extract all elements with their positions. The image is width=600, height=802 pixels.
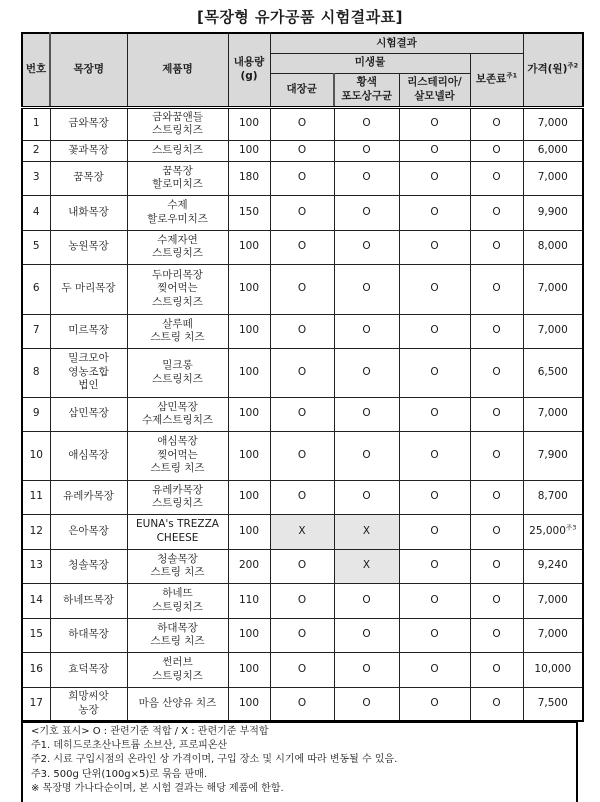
product-name-line: 스트링치즈: [152, 124, 203, 136]
result-listeria: O: [399, 140, 470, 161]
result-staph: O: [334, 140, 399, 161]
result-staph: O: [334, 618, 399, 652]
product-name-line: 금와꿈앤들: [152, 110, 203, 123]
footnote-1: 주1. 데히드로초산나트륨 소브산, 프로피온산: [31, 740, 228, 752]
row-number: 2: [22, 140, 50, 161]
volume: 100: [228, 230, 270, 264]
product-name-line: 유레카목장: [152, 483, 203, 496]
volume: 100: [228, 140, 270, 161]
price-value: 7,000: [537, 407, 568, 420]
farm-name-line: 꿈목장: [73, 171, 104, 184]
header-farm: 목장명: [50, 33, 127, 107]
result-ecoli: O: [270, 195, 334, 230]
result-ecoli: X: [270, 514, 334, 549]
row-number: 17: [22, 687, 50, 721]
result-listeria: O: [399, 107, 470, 140]
result-listeria: O: [399, 583, 470, 618]
header-volume: [228, 33, 270, 107]
product-name-line: 스트링 치즈: [150, 635, 205, 647]
price: [523, 480, 583, 514]
result-preservative: O: [470, 549, 523, 583]
product-name-line: 스트링치즈: [152, 247, 203, 259]
result-staph: O: [334, 314, 399, 348]
product-name-line: 스트링치즈: [152, 497, 203, 509]
result-staph: X: [334, 514, 399, 549]
farm-name: [50, 431, 127, 480]
price: [523, 397, 583, 431]
price: [523, 618, 583, 652]
price: [523, 140, 583, 161]
product-name: [127, 652, 228, 687]
product-name: [127, 618, 228, 652]
product-name: [127, 140, 228, 161]
row-number: 4: [22, 195, 50, 230]
result-staph: X: [334, 549, 399, 583]
farm-name: [50, 314, 127, 348]
farm-name-line: 밀크모아: [68, 352, 109, 365]
result-staph: O: [334, 397, 399, 431]
row-number: 5: [22, 230, 50, 264]
product-name-line: 삼민목장: [157, 400, 198, 413]
footnote-2: 주2. 시료 구입시점의 온라인 상 가격이며, 구입 장소 및 시기에 따라 변동될 수 있음.: [31, 754, 398, 766]
product-name-line: 살루떼: [162, 317, 193, 330]
farm-name: [50, 264, 127, 314]
table-row: [22, 161, 583, 195]
header-microbes: 미생물: [270, 53, 470, 73]
volume: 100: [228, 348, 270, 397]
row-number: 9: [22, 397, 50, 431]
volume: 200: [228, 549, 270, 583]
farm-name: [50, 348, 127, 397]
volume: 150: [228, 195, 270, 230]
result-ecoli: O: [270, 687, 334, 721]
product-name: [127, 161, 228, 195]
product-name: [127, 549, 228, 583]
product-name-line: 마음 산양유 치즈: [138, 697, 217, 709]
row-number: 1: [22, 107, 50, 140]
price-value: 6,500: [537, 365, 568, 378]
result-ecoli: O: [270, 480, 334, 514]
product-name: [127, 514, 228, 549]
price: [523, 583, 583, 618]
price-value: 7,000: [537, 171, 568, 184]
result-listeria: O: [399, 514, 470, 549]
result-preservative: O: [470, 618, 523, 652]
farm-name-line: 법인: [78, 379, 99, 392]
farm-name-line: 내화목장: [68, 205, 109, 218]
price: [523, 195, 583, 230]
footnote-3: 주3. 500g 단위(100g×5)로 묶음 판매.: [31, 768, 208, 780]
result-preservative: O: [470, 140, 523, 161]
price-value: 9,240: [537, 559, 568, 572]
farm-name-line: 꽃과목장: [68, 143, 109, 156]
price: [523, 652, 583, 687]
price-value: 7,900: [537, 448, 568, 461]
farm-name: [50, 161, 127, 195]
volume: 100: [228, 480, 270, 514]
farm-name: [50, 549, 127, 583]
product-name-line: 스트링치즈: [152, 600, 203, 613]
product-name-line: 두마리목장: [152, 268, 203, 281]
farm-name-line: 애심목장: [68, 448, 109, 461]
price: [523, 107, 583, 140]
table-row: [22, 348, 583, 397]
row-number: 6: [22, 264, 50, 314]
product-name-line: 수제: [167, 199, 188, 211]
product-name-line: 밀크롱: [162, 359, 193, 371]
header-listeria: [399, 73, 470, 107]
product-name: [127, 431, 228, 480]
result-listeria: O: [399, 264, 470, 314]
result-listeria: O: [399, 230, 470, 264]
header-staph-line2: 포도상구균: [341, 89, 393, 102]
result-preservative: O: [470, 431, 523, 480]
product-name-line: 애심목장: [157, 435, 198, 448]
result-staph: O: [334, 348, 399, 397]
result-preservative: O: [470, 652, 523, 687]
result-ecoli: O: [270, 652, 334, 687]
table-row: [22, 583, 583, 618]
header-ecoli: 대장균: [270, 73, 334, 107]
header-staph: [334, 73, 399, 107]
price-value: 8,000: [537, 240, 568, 253]
table-row: [22, 687, 583, 721]
header-listeria-line1: 리스테리아/: [407, 76, 462, 88]
result-listeria: O: [399, 431, 470, 480]
result-listeria: O: [399, 397, 470, 431]
header-preservative-note: 주1: [506, 71, 518, 80]
result-ecoli: O: [270, 549, 334, 583]
price: [523, 431, 583, 480]
volume: 100: [228, 431, 270, 480]
footnotes: [21, 722, 578, 802]
header-price-label: 가격(원): [527, 63, 568, 75]
result-preservative: O: [470, 480, 523, 514]
table-row: [22, 264, 583, 314]
product-name: [127, 480, 228, 514]
product-name: [127, 264, 228, 314]
price-value: 7,500: [537, 697, 568, 709]
product-name-line: 찢어먹는: [157, 282, 198, 295]
result-ecoli: O: [270, 314, 334, 348]
farm-name: [50, 397, 127, 431]
result-preservative: O: [470, 583, 523, 618]
table-row: [22, 431, 583, 480]
header-price: [523, 33, 583, 107]
row-number: 10: [22, 431, 50, 480]
price: [523, 161, 583, 195]
table-row: [22, 230, 583, 264]
volume: 110: [228, 583, 270, 618]
result-staph: O: [334, 480, 399, 514]
result-listeria: O: [399, 161, 470, 195]
result-listeria: O: [399, 652, 470, 687]
header-preservative-label: 보존료: [475, 72, 507, 85]
row-number: 3: [22, 161, 50, 195]
volume: 100: [228, 618, 270, 652]
farm-name: [50, 583, 127, 618]
price: [523, 549, 583, 583]
result-preservative: O: [470, 314, 523, 348]
result-preservative: O: [470, 230, 523, 264]
result-listeria: O: [399, 314, 470, 348]
farm-name-line: 영농조합: [68, 365, 109, 378]
farm-name-line: 은아목장: [68, 524, 109, 537]
table-row: [22, 549, 583, 583]
result-staph: O: [334, 107, 399, 140]
price: [523, 264, 583, 314]
footnote-4: ※ 목장명 가나다순이며, 본 시험 결과는 해당 제품에 한함.: [31, 782, 284, 794]
header-volume-line1: 내용량: [233, 56, 265, 69]
result-preservative: O: [470, 107, 523, 140]
result-ecoli: O: [270, 431, 334, 480]
farm-name: [50, 514, 127, 549]
product-name: [127, 314, 228, 348]
result-ecoli: O: [270, 348, 334, 397]
farm-name-line: 하네뜨목장: [63, 593, 114, 606]
product-name-line: 찢어먹는: [157, 448, 198, 461]
row-number: 11: [22, 480, 50, 514]
price-value: 8,700: [537, 490, 568, 503]
table-row: [22, 107, 583, 140]
page-title: [목장형 유가공품 시험결과표]: [196, 8, 404, 26]
product-name-line: EUNA's TREZZA: [136, 518, 219, 530]
result-ecoli: O: [270, 618, 334, 652]
product-name-line: 할로미치즈: [152, 178, 203, 190]
row-number: 14: [22, 583, 50, 618]
header-listeria-line2: 살모넬라: [414, 89, 455, 102]
product-name-line: 썬러브: [162, 656, 193, 668]
result-listeria: O: [399, 195, 470, 230]
farm-name: [50, 687, 127, 721]
result-listeria: O: [399, 348, 470, 397]
result-staph: O: [334, 431, 399, 480]
result-ecoli: O: [270, 230, 334, 264]
product-name-line: 할로우미치즈: [147, 212, 208, 225]
farm-name-line: 희망씨앗: [68, 690, 109, 703]
volume: 100: [228, 514, 270, 549]
farm-name-line: 농장: [78, 703, 99, 716]
result-ecoli: O: [270, 264, 334, 314]
product-name-line: 수제자연: [157, 233, 198, 246]
table-row: [22, 480, 583, 514]
price-value: 10,000: [534, 662, 572, 675]
header-product: 제품명: [127, 33, 228, 107]
table-row: [22, 618, 583, 652]
results-body: [22, 107, 583, 721]
product-name-line: 하네뜨: [162, 587, 193, 599]
product-name-line: 스트링 치즈: [150, 566, 205, 578]
volume: 100: [228, 397, 270, 431]
farm-name-line: 하대목장: [68, 628, 109, 641]
header-preservative: [470, 53, 523, 107]
product-name: [127, 230, 228, 264]
row-number: 13: [22, 549, 50, 583]
price-value: 7,000: [537, 628, 568, 641]
farm-name: [50, 480, 127, 514]
header-test-results: 시험결과: [270, 33, 523, 53]
result-preservative: O: [470, 264, 523, 314]
price-note: 주3: [565, 523, 577, 532]
header-staph-line1: 황색: [356, 76, 377, 88]
farm-name-line: 두 마리목장: [61, 282, 116, 295]
row-number: 15: [22, 618, 50, 652]
result-staph: O: [334, 652, 399, 687]
result-staph: O: [334, 161, 399, 195]
header-price-note: 주2: [567, 61, 579, 70]
result-listeria: O: [399, 480, 470, 514]
price: [523, 314, 583, 348]
farm-name-line: 청솔목장: [68, 559, 109, 572]
table-row: [22, 397, 583, 431]
volume: 100: [228, 107, 270, 140]
farm-name: [50, 652, 127, 687]
result-preservative: O: [470, 514, 523, 549]
price-value: 7,000: [537, 324, 568, 337]
result-ecoli: O: [270, 583, 334, 618]
farm-name-line: 농원목장: [68, 240, 109, 253]
farm-name: [50, 230, 127, 264]
results-table: [21, 32, 584, 722]
result-ecoli: O: [270, 397, 334, 431]
volume: 100: [228, 652, 270, 687]
header-volume-line2: (g): [240, 69, 258, 82]
result-staph: O: [334, 264, 399, 314]
volume: 100: [228, 687, 270, 721]
price: [523, 687, 583, 721]
result-preservative: O: [470, 348, 523, 397]
price-value: 25,000: [529, 524, 566, 537]
product-name-line: 스트링치즈: [152, 372, 203, 385]
price-value: 7,000: [537, 593, 568, 606]
product-name-line: 스트링치즈: [152, 143, 203, 156]
result-ecoli: O: [270, 161, 334, 195]
farm-name: [50, 195, 127, 230]
header-num: 번호: [22, 33, 50, 107]
price-value: 7,000: [537, 282, 568, 295]
result-staph: O: [334, 195, 399, 230]
result-staph: O: [334, 230, 399, 264]
farm-name-line: 효덕목장: [68, 662, 109, 675]
price: [523, 348, 583, 397]
legend-note: <기호 표시> O : 관련기준 적합 / X : 관련기준 부적합: [31, 726, 269, 737]
product-name-line: 스트링치즈: [152, 669, 203, 682]
product-name: [127, 687, 228, 721]
product-name: [127, 348, 228, 397]
product-name-line: 스트링 치즈: [150, 462, 205, 475]
product-name: [127, 195, 228, 230]
product-name-line: 수제스트링치즈: [141, 414, 213, 426]
table-row: [22, 140, 583, 161]
product-name: [127, 583, 228, 618]
row-number: 12: [22, 514, 50, 549]
result-listeria: O: [399, 549, 470, 583]
farm-name-line: 미르목장: [68, 324, 109, 337]
result-listeria: O: [399, 618, 470, 652]
result-listeria: O: [399, 687, 470, 721]
farm-name: [50, 140, 127, 161]
result-preservative: O: [470, 195, 523, 230]
volume: 100: [228, 264, 270, 314]
table-row: [22, 652, 583, 687]
farm-name-line: 유레카목장: [63, 490, 114, 503]
farm-name: [50, 618, 127, 652]
farm-name-line: 삼민목장: [68, 407, 109, 420]
product-name-line: 청솔목장: [157, 552, 198, 565]
product-name-line: 스트링 치즈: [150, 331, 205, 343]
result-ecoli: O: [270, 140, 334, 161]
product-name: [127, 107, 228, 140]
farm-name: [50, 107, 127, 140]
table-row: [22, 514, 583, 549]
table-row: [22, 195, 583, 230]
result-staph: O: [334, 687, 399, 721]
product-name-line: 스트링치즈: [152, 295, 203, 308]
farm-name-line: 금와목장: [68, 117, 109, 130]
result-ecoli: O: [270, 107, 334, 140]
price-value: 6,000: [537, 143, 568, 156]
price-value: 9,900: [537, 205, 568, 218]
result-staph: O: [334, 583, 399, 618]
price-value: 7,000: [537, 117, 568, 130]
result-preservative: O: [470, 161, 523, 195]
row-number: 8: [22, 348, 50, 397]
volume: 180: [228, 161, 270, 195]
result-preservative: O: [470, 397, 523, 431]
row-number: 7: [22, 314, 50, 348]
volume: 100: [228, 314, 270, 348]
product-name-line: 꿈목장: [162, 164, 193, 177]
price: [523, 514, 583, 549]
product-name-line: 하대목장: [157, 621, 198, 634]
product-name-line: CHEESE: [156, 531, 199, 544]
product-name: [127, 397, 228, 431]
price: [523, 230, 583, 264]
result-preservative: O: [470, 687, 523, 721]
table-row: [22, 314, 583, 348]
row-number: 16: [22, 652, 50, 687]
